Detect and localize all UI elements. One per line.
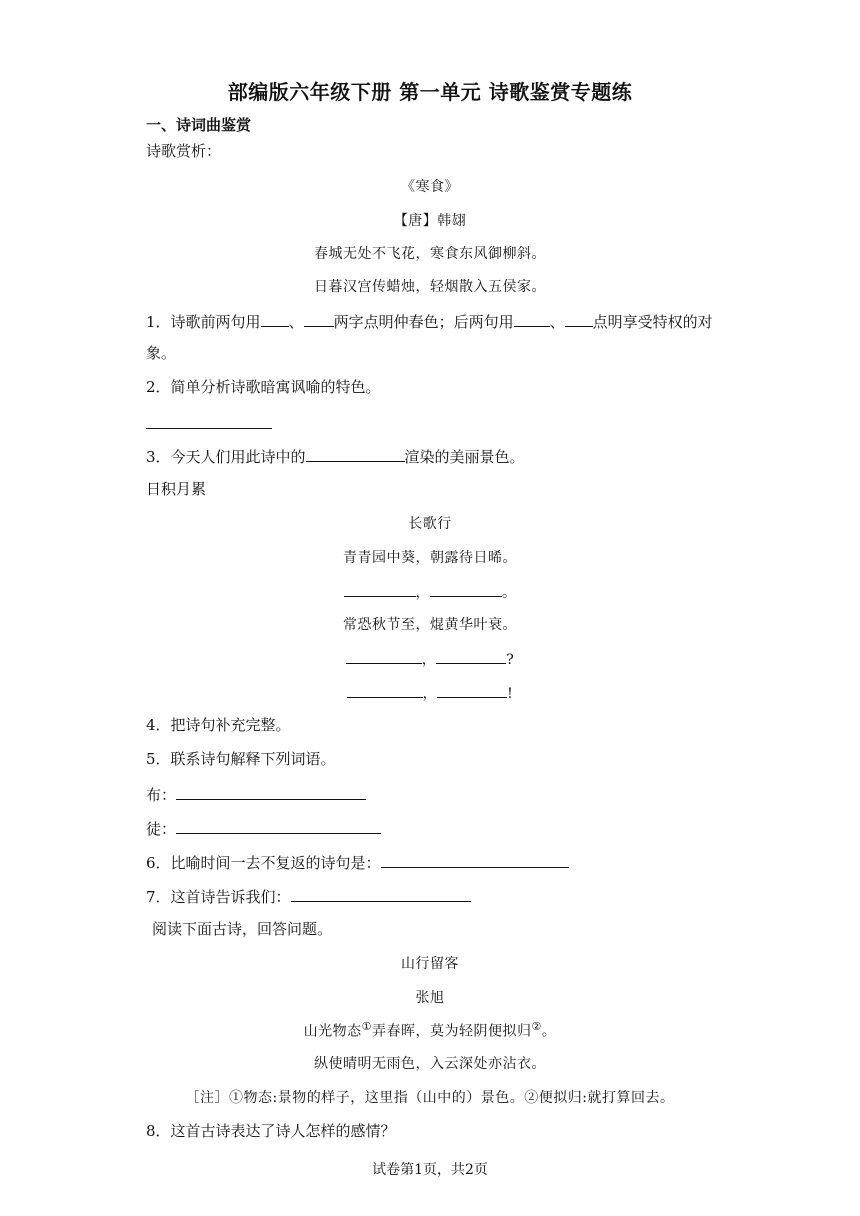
intro-poem-appreciation: 诗歌赏析： xyxy=(146,142,222,160)
page-footer: 试卷第1页，共2页 xyxy=(372,1162,488,1178)
poem2-question-mark: ? xyxy=(506,652,515,668)
q1-text-d: 、 xyxy=(549,313,565,331)
poem2-fill-line5 xyxy=(0,681,860,703)
question-7 xyxy=(146,885,471,907)
section-heading: 一、诗词曲鉴赏 xyxy=(146,116,252,134)
poem3-line1-part-c: 。 xyxy=(541,1023,557,1040)
intro-daily-accumulation: 日积月累 xyxy=(146,480,207,498)
answer-blank[interactable] xyxy=(306,445,405,462)
question-2: 2．简单分析诗歌暗寓讽喻的特色。 xyxy=(146,378,381,396)
poem2-line3: 常恐秋节至，焜黄华叶衰。 xyxy=(343,617,517,633)
answer-blank[interactable] xyxy=(514,310,550,327)
poem2-exclamation: ! xyxy=(507,686,514,702)
poem3-line2: 纵使晴明无雨色，入云深处亦沾衣。 xyxy=(314,1056,546,1072)
answer-blank[interactable] xyxy=(430,580,502,597)
page-title: 部编版六年级下册 第一单元 诗歌鉴赏专题练 xyxy=(227,80,633,104)
q1-text-e: 点明享受特权的对 xyxy=(592,313,713,331)
answer-blank[interactable] xyxy=(437,681,507,698)
answer-blank[interactable] xyxy=(346,647,422,664)
poem2-comma: ， xyxy=(415,585,430,601)
poem2-period: 。 xyxy=(502,585,517,601)
poem2-title: 长歌行 xyxy=(408,516,452,532)
footnote-marker-1: ① xyxy=(361,1020,372,1033)
poem1-title: 《寒食》 xyxy=(401,179,459,195)
poem1-line1: 春城无处不飞花，寒食东风御柳斜。 xyxy=(314,246,546,262)
poem3-author: 张旭 xyxy=(415,990,445,1006)
answer-blank[interactable] xyxy=(176,783,366,800)
poem3-line1-part-a: 山光物态 xyxy=(303,1023,362,1040)
question-5: 5．联系诗句解释下列词语。 xyxy=(146,750,336,768)
answer-blank[interactable] xyxy=(565,310,593,327)
poem2-line1: 青青园中葵，朝露待日晞。 xyxy=(343,550,517,566)
poem3-line1 xyxy=(0,1020,860,1041)
q3-text-a: 3．今天人们用此诗中的 xyxy=(146,448,306,466)
question-5-bu xyxy=(146,783,366,805)
poem2-comma: ， xyxy=(421,652,437,668)
question-1 xyxy=(146,310,713,332)
footnote-marker-2: ② xyxy=(531,1020,542,1033)
poem3-line1-part-b: 弄春晖，莫为轻阴便拟归 xyxy=(372,1023,532,1040)
question-3 xyxy=(146,445,525,467)
poem2-comma: ， xyxy=(422,686,438,702)
answer-blank[interactable] xyxy=(304,310,334,327)
answer-blank[interactable] xyxy=(176,817,381,834)
q5-bu-label: 布： xyxy=(146,786,177,804)
answer-blank[interactable] xyxy=(344,580,416,597)
q1-text-b: 、 xyxy=(288,313,304,331)
answer-blank[interactable] xyxy=(291,885,471,902)
poem3-title: 山行留客 xyxy=(401,956,459,972)
poem2-fill-line2 xyxy=(0,580,860,602)
answer-blank[interactable] xyxy=(436,647,506,664)
q1-text-c: 两字点明仲春色；后两句用 xyxy=(333,313,514,331)
answer-blank[interactable] xyxy=(381,851,569,868)
question-4: 4．把诗句补充完整。 xyxy=(146,716,291,734)
poem1-line2: 日暮汉宫传蜡烛，轻烟散入五侯家。 xyxy=(314,279,546,295)
q3-text-b: 渲染的美丽景色。 xyxy=(404,448,525,466)
question-8: 8．这首古诗表达了诗人怎样的感情？ xyxy=(146,1122,396,1140)
answer-blank[interactable] xyxy=(261,310,289,327)
q1-text-a: 1．诗歌前两句用 xyxy=(146,313,261,331)
intro-read-poem: 阅读下面古诗，回答问题。 xyxy=(152,920,333,938)
question-6 xyxy=(146,851,569,873)
answer-line[interactable] xyxy=(146,428,272,429)
q7-text: 7．这首诗告诉我们： xyxy=(146,888,291,906)
poem3-annotation: ［注］①物态:景物的样子，这里指（山中的）景色。②便拟归:就打算回去。 xyxy=(185,1090,675,1106)
poem1-author: 【唐】韩翃 xyxy=(393,213,467,229)
q5-tu-label: 徒： xyxy=(146,820,177,838)
question-5-tu xyxy=(146,817,381,839)
q6-text: 6．比喻时间一去不复返的诗句是： xyxy=(146,854,381,872)
answer-blank[interactable] xyxy=(347,681,423,698)
question-1-continuation: 象。 xyxy=(146,344,177,362)
poem2-fill-line4 xyxy=(0,647,860,669)
